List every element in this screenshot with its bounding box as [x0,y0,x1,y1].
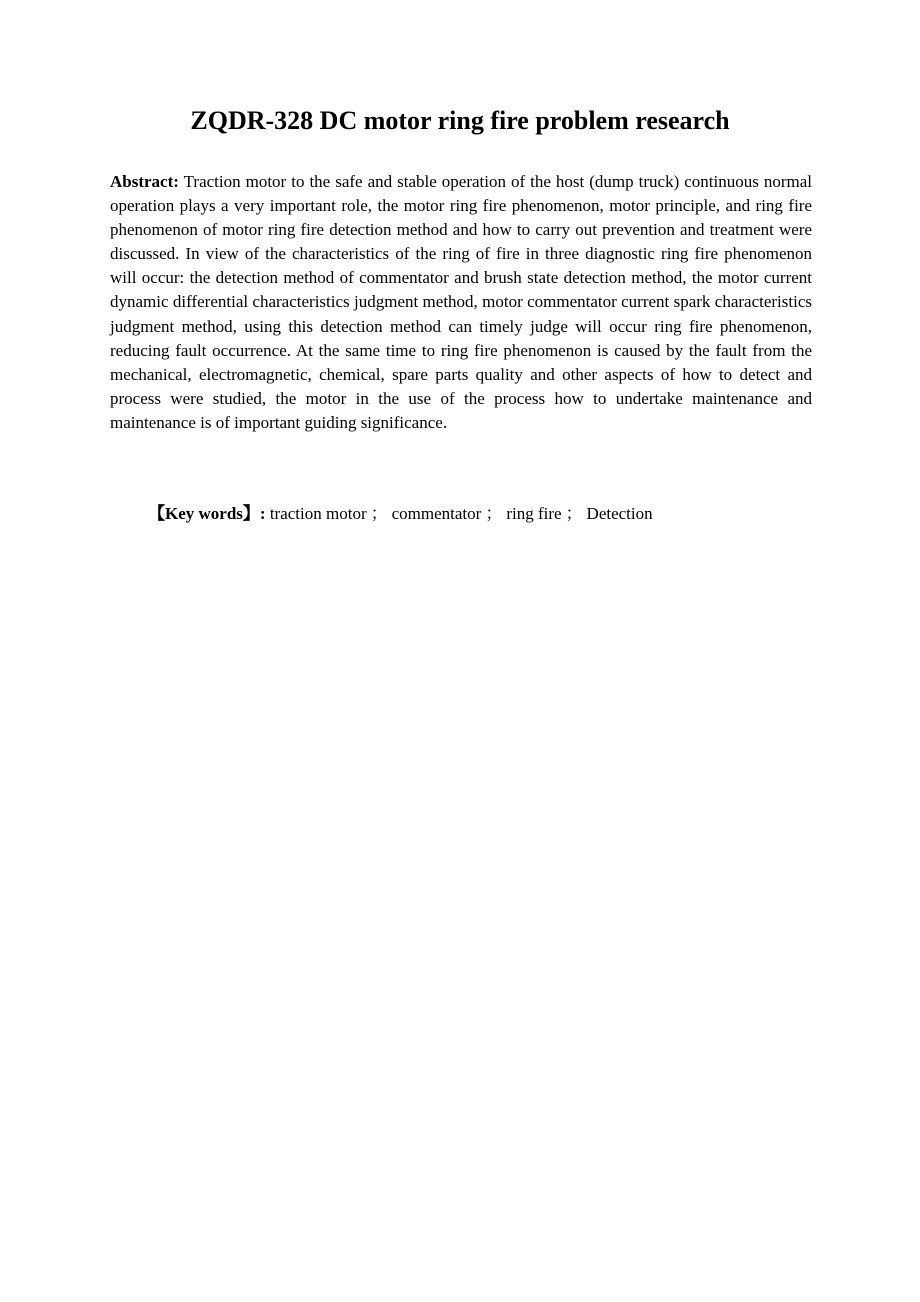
abstract-text: Traction motor to the safe and stable operation of the host (dump truck) continuous normal operation plays a very important role, the motor ring fire phenomenon, motor principle, and ring fire phenomenon of motor ring fire detection method and how to carry out prevention and treatment were discussed. In view of the characteristics of the ring of fire in three diagnostic ring fire phenomenon will occur: the detection method of commentator and brush state detection method, the motor current dynamic differential characteristics judgment method, motor commentator current spark characteristics judgment method, using this detection method can timely judge will occur ring fire phenomenon, reducing fault occurrence. At the same time to ring fire phenomenon is caused by the fault from the mechanical, electromagnetic, chemical, spare parts quality and other aspects of how to detect and process were studied, the motor in the use of the process how to undertake maintenance and maintenance is of important guiding significance. [110,172,812,432]
keyword-separator: ； [370,504,388,523]
abstract-paragraph [110,170,812,435]
paper-title: ZQDR-328 DC motor ring fire problem research [190,106,730,135]
keyword-separator: ； [565,504,583,523]
keywords-label: 【Key words】: [148,504,266,523]
keyword-item: Detection [586,504,653,523]
keywords-line [148,502,848,526]
keyword-item: traction motor [269,504,367,523]
keyword-separator: ； [485,504,503,523]
keyword-item: commentator [391,504,482,523]
abstract-label: Abstract: [110,172,179,191]
keyword-item: ring fire [506,504,562,523]
